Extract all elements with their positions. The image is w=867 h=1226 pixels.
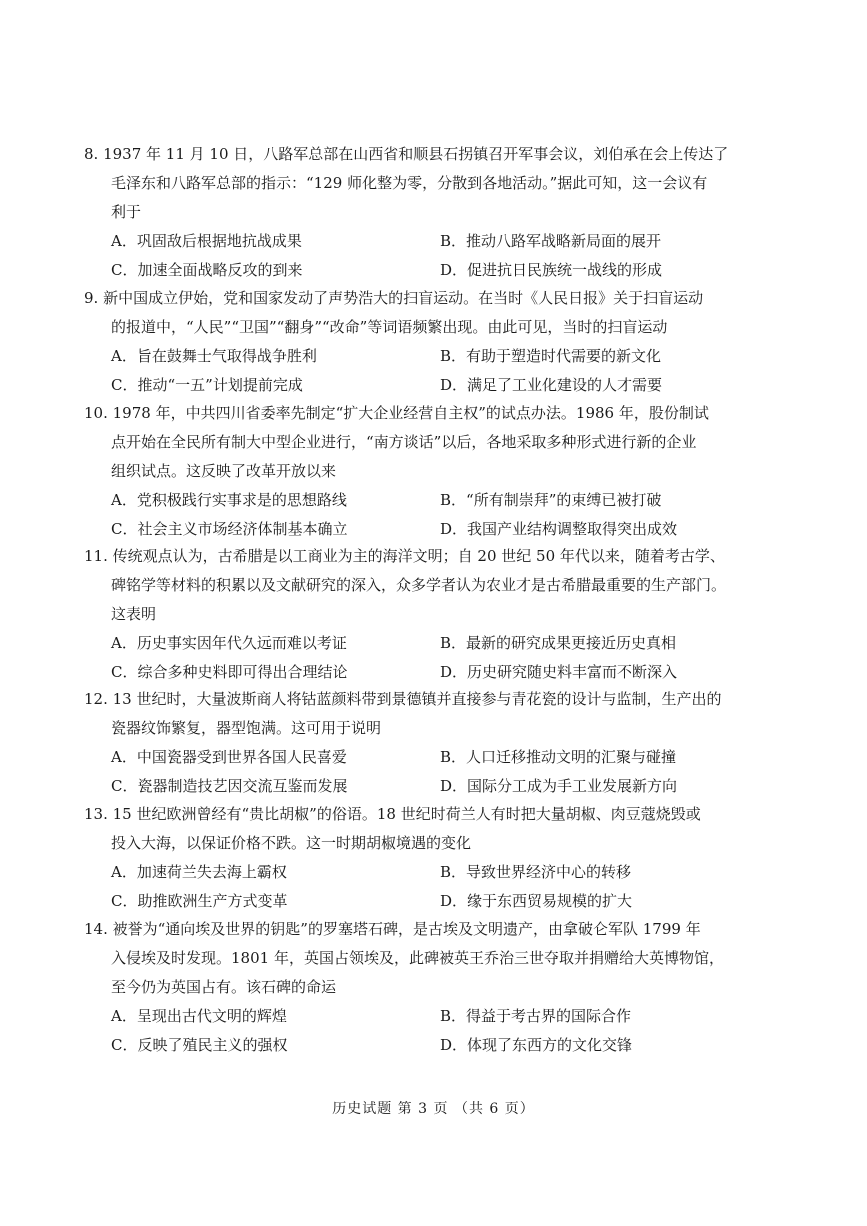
option-a[interactable]: A．加速荷兰失去海上霸权	[111, 863, 287, 881]
option-b[interactable]: B．有助于塑造时代需要的新文化	[440, 347, 662, 365]
option-c[interactable]: C．瓷器制造技艺因交流互鉴而发展	[111, 777, 348, 795]
option-c[interactable]: C．反映了殖民主义的强权	[111, 1036, 288, 1054]
stem-line: 至今仍为英国占有。该石碑的命运	[111, 978, 337, 996]
option-d[interactable]: D．缘于东西贸易规模的扩大	[440, 892, 633, 910]
option-a[interactable]: A．巩固敌后根据地抗战成果	[111, 232, 302, 250]
option-d[interactable]: D．历史研究随史料丰富而不断深入	[440, 663, 678, 681]
option-c[interactable]: C．综合多种史料即可得出合理结论	[111, 663, 348, 681]
stem-line: 15 世纪欧洲曾经有“贵比胡椒”的俗语。18 世纪时荷兰人有时把大量胡椒、肉豆蔻烧毁或	[112, 805, 701, 823]
question-13-options	[84, 858, 784, 916]
stem-line: 新中国成立伊始，党和国家发动了声势浩大的扫盲运动。在当时《人民日报》关于扫盲运动	[103, 289, 704, 307]
question-11-options	[84, 629, 784, 687]
question-number: 10.	[84, 404, 108, 422]
question-10-stem	[84, 399, 784, 428]
option-d[interactable]: D．体现了东西方的文化交锋	[440, 1036, 633, 1054]
question-10	[84, 399, 784, 544]
page-footer: 历史试题 第 3 页 （共 6 页）	[332, 1101, 535, 1117]
stem-line: 投入大海，以保证价格不跌。这一时期胡椒境遇的变化	[111, 834, 472, 852]
question-14	[84, 915, 784, 1060]
question-number: 14.	[84, 920, 108, 938]
question-8-stem	[84, 140, 784, 169]
stem-line: 的报道中，“人民”“卫国”“翻身”“改命”等词语频繁出现。由此可见，当时的扫盲运动	[111, 318, 668, 336]
stem-line: 点开始在全民所有制大中型企业进行，“南方谈话”以后，各地采取多种形式进行新的企业	[111, 433, 697, 451]
stem-line: 利于	[111, 203, 142, 221]
stem-line: 组织试点。这反映了改革开放以来	[111, 462, 337, 480]
option-a[interactable]: A．呈现出古代文明的辉煌	[111, 1007, 287, 1025]
stem-line: 毛泽东和八路军总部的指示：“129 师化整为零，分散到各地活动。”据此可知，这一会议有	[111, 174, 708, 192]
option-a[interactable]: A．旨在鼓舞士气取得战争胜利	[111, 347, 317, 365]
option-d[interactable]: D．促进抗日民族统一战线的形成	[440, 261, 663, 279]
option-d[interactable]: D．国际分工成为手工业发展新方向	[440, 777, 678, 795]
question-8	[84, 140, 784, 285]
question-14-stem	[84, 915, 784, 944]
question-14-options	[84, 1002, 784, 1060]
question-number: 8.	[84, 145, 99, 163]
option-b[interactable]: B．人口迁移推动文明的汇聚与碰撞	[440, 748, 677, 766]
stem-line: 被誉为“通向埃及世界的钥匙”的罗塞塔石碑，是古埃及文明遗产，由拿破仑军队 1799 年	[112, 920, 701, 938]
option-c[interactable]: C．社会主义市场经济体制基本确立	[111, 520, 348, 538]
stem-line: 1978 年，中共四川省委率先制定“扩大企业经营自主权”的试点办法。1986 年，股份制试	[112, 404, 709, 422]
stem-line: 传统观点认为，古希腊是以工商业为主的海洋文明；自 20 世纪 50 年代以来，随着考古学、	[112, 547, 725, 565]
question-8-options	[84, 227, 784, 285]
option-c[interactable]: C．加速全面战略反攻的到来	[111, 261, 303, 279]
question-11	[84, 542, 784, 687]
stem-line: 13 世纪时，大量波斯商人将钴蓝颜料带到景德镇并直接参与青花瓷的设计与监制，生产出的	[112, 690, 722, 708]
question-10-options	[84, 486, 784, 544]
question-number: 13.	[84, 805, 108, 823]
option-b[interactable]: B．推动八路军战略新局面的展开	[440, 232, 662, 250]
option-b[interactable]: B．导致世界经济中心的转移	[440, 863, 632, 881]
question-9-stem	[84, 284, 784, 313]
option-a[interactable]: A．中国瓷器受到世界各国人民喜爱	[111, 748, 347, 766]
option-a[interactable]: A．历史事实因年代久远而难以考证	[111, 634, 347, 652]
option-d[interactable]: D．满足了工业化建设的人才需要	[440, 376, 663, 394]
option-c[interactable]: C．助推欧洲生产方式变革	[111, 892, 288, 910]
question-number: 12.	[84, 690, 108, 708]
question-12-options	[84, 743, 784, 801]
question-number: 9.	[84, 289, 99, 307]
option-b[interactable]: B．“所有制崇拜”的束缚已被打破	[440, 491, 662, 509]
option-d[interactable]: D．我国产业结构调整取得突出成效	[440, 520, 678, 538]
question-9-options	[84, 342, 784, 400]
stem-line: 入侵埃及时发现。1801 年，英国占领埃及，此碑被英王乔治三世夺取并捐赠给大英博物馆，	[111, 949, 724, 967]
stem-line: 碑铭学等材料的积累以及文献研究的深入，众多学者认为农业才是古希腊最重要的生产部门。	[111, 576, 727, 594]
question-number: 11.	[84, 547, 108, 565]
option-c[interactable]: C．推动“一五”计划提前完成	[111, 376, 303, 394]
question-13	[84, 800, 784, 916]
stem-line: 1937 年 11 月 10 日，八路军总部在山西省和顺县石拐镇召开军事会议，刘伯承在会上传达了	[103, 145, 729, 163]
question-12	[84, 685, 784, 801]
option-b[interactable]: B．得益于考古界的国际合作	[440, 1007, 632, 1025]
question-11-stem	[84, 542, 784, 571]
stem-line: 这表明	[111, 605, 157, 623]
question-9	[84, 284, 784, 400]
question-12-stem	[84, 685, 784, 714]
option-a[interactable]: A．党积极践行实事求是的思想路线	[111, 491, 347, 509]
option-b[interactable]: B．最新的研究成果更接近历史真相	[440, 634, 677, 652]
stem-line: 瓷器纹饰繁复，器型饱满。这可用于说明	[111, 719, 382, 737]
question-13-stem	[84, 800, 784, 829]
